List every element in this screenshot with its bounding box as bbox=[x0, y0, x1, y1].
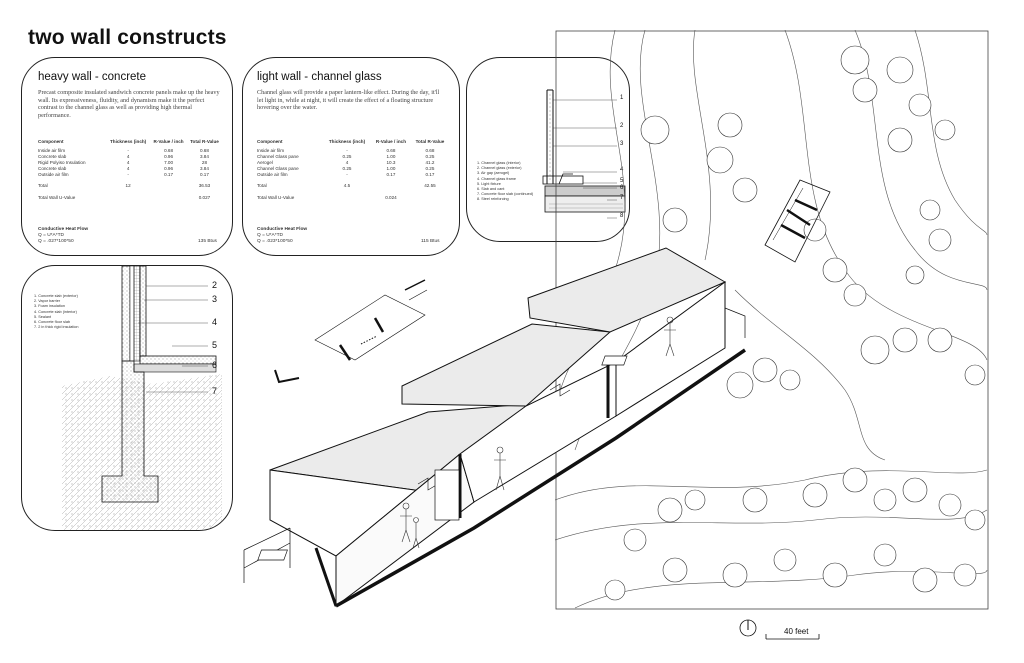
total-label: Total bbox=[38, 183, 48, 189]
table-cell: 1.00 bbox=[386, 166, 396, 172]
legend-item: 3. Foam insulation bbox=[34, 304, 66, 309]
column-header: Thickness (inch) bbox=[109, 139, 147, 144]
table-cell: Outside air film bbox=[38, 172, 69, 178]
legend-item: 3. Air gap (aerogel) bbox=[477, 171, 510, 176]
u-value-row bbox=[257, 190, 449, 201]
light-wall-heading: light wall - channel glass bbox=[257, 71, 382, 83]
callout-number: 5 bbox=[212, 340, 218, 350]
u-value: 0.024 bbox=[385, 194, 397, 200]
light-wall-card bbox=[242, 57, 460, 256]
heavy-wall-card bbox=[21, 57, 233, 256]
table-cell: - bbox=[127, 148, 129, 153]
legend-item: 4. Channel glass frame bbox=[477, 176, 517, 181]
table-cell: 4 bbox=[126, 154, 130, 160]
table-cell: Channel Glass pane bbox=[257, 154, 299, 160]
table-cell: 0.25 bbox=[425, 166, 435, 172]
legend-item: 7. 2 in thick rigid insulation bbox=[34, 325, 79, 330]
legend-item: 6. Slab and cant bbox=[477, 187, 505, 192]
table-header-row bbox=[257, 139, 449, 148]
heat-flow-equation: Q = .023*100*50 bbox=[257, 239, 293, 245]
callout-number: 2 bbox=[212, 280, 218, 290]
total-thickness: 4.5 bbox=[343, 183, 351, 189]
table-cell: Rigid Polyiso Insulation bbox=[38, 160, 86, 166]
table-cell: 7.00 bbox=[164, 160, 174, 166]
scale-label: 40 feet bbox=[784, 627, 809, 636]
light-wall-table bbox=[257, 139, 449, 201]
heat-flow-result: 115 Btus bbox=[421, 239, 440, 244]
concrete-detail-legend bbox=[34, 294, 79, 330]
table-cell: 0.17 bbox=[164, 172, 174, 178]
table-cell: 0.17 bbox=[199, 172, 209, 178]
callout-number: 3 bbox=[212, 294, 218, 304]
table-cell: Aerogel bbox=[257, 160, 273, 166]
table-cell: 0.68 bbox=[199, 148, 209, 153]
table-cell: 0.17 bbox=[386, 172, 396, 178]
u-value: 0.027 bbox=[198, 194, 211, 200]
table-cell: Concrete slab bbox=[38, 154, 67, 160]
legend-item: 2. Channel glass (exterior) bbox=[477, 166, 522, 171]
column-header: Component bbox=[38, 139, 64, 144]
concrete-detail-card bbox=[21, 265, 233, 531]
table-cell: 10.3 bbox=[386, 160, 396, 166]
table-cell: 28 bbox=[201, 160, 208, 166]
table-cell: 0.68 bbox=[164, 148, 174, 153]
heavy-wall-heading: heavy wall - concrete bbox=[38, 71, 147, 83]
callout-number: 7 bbox=[620, 195, 624, 201]
heat-flow-result: 135 Btus bbox=[198, 239, 217, 244]
table-cell: 3.84 bbox=[199, 166, 209, 172]
legend-item: 8. Steel reinforcing bbox=[477, 197, 509, 202]
total-row bbox=[257, 178, 449, 189]
table-cell: 3.84 bbox=[199, 154, 209, 160]
heavy-wall-intro: Precast composite insulated sandwich concrete panels make up the heavy wall. Its expressiveness, fluidity, and dynamism make it the perfect contrast to the channel glass as well as providing high thermal performance. bbox=[38, 89, 220, 119]
column-header: Total R-Value bbox=[415, 139, 445, 144]
total-thickness: 12 bbox=[125, 183, 131, 189]
total-r-value: 42.55 bbox=[424, 183, 436, 189]
table-cell: - bbox=[127, 172, 129, 178]
total-label: Total bbox=[257, 183, 267, 189]
legend-item: 5. Light fixture bbox=[477, 181, 501, 186]
total-row bbox=[38, 178, 222, 189]
heat-flow-equation: Q = U*A*TD bbox=[38, 233, 64, 239]
table-cell: 0.17 bbox=[425, 172, 435, 178]
table-cell: - bbox=[346, 172, 348, 178]
table-cell: 0.96 bbox=[164, 154, 174, 160]
callout-number: 6 bbox=[620, 185, 624, 191]
callout-number: 2 bbox=[620, 123, 624, 129]
table-cell: 0.25 bbox=[342, 166, 352, 172]
legend-item: 1. Concrete slab (exterior) bbox=[34, 294, 78, 298]
heavy-wall-table bbox=[38, 139, 222, 201]
light-wall-intro: Channel glass will provide a paper lantern-like effect. During the day, it'll let light in, while at night, it will create the effect of a floating structure hovering over the water. bbox=[257, 89, 440, 112]
column-header: R-Value / inch bbox=[153, 139, 184, 144]
heat-flow-equation: Q = .027*100*50 bbox=[38, 239, 74, 245]
heat-flow-block bbox=[38, 227, 88, 246]
heat-flow-equation: Q = U*A*TD bbox=[257, 233, 283, 239]
legend-item: 1. Channel glass (interior) bbox=[477, 161, 521, 165]
table-cell: 4 bbox=[126, 160, 130, 166]
table-cell: Inside air film bbox=[38, 148, 66, 153]
u-value-label: Total Wall U-Value bbox=[38, 194, 76, 200]
table-cell: 1.00 bbox=[386, 154, 396, 160]
callout-number: 7 bbox=[212, 386, 218, 396]
callout-number: 6 bbox=[212, 360, 218, 370]
table-cell: Concrete slab bbox=[38, 166, 67, 172]
callout-number: 5 bbox=[620, 178, 624, 184]
column-header: Total R-Value bbox=[190, 139, 219, 144]
callout-number: 4 bbox=[620, 167, 624, 173]
callout-number: 8 bbox=[620, 213, 624, 219]
column-header: R-Value / inch bbox=[375, 139, 406, 144]
heat-flow-title: Conductive Heat Flow bbox=[38, 227, 89, 232]
table-cell: Inside air film bbox=[257, 148, 285, 153]
legend-item: 4. Concrete slab (interior) bbox=[34, 309, 77, 314]
table-cell: 41.2 bbox=[425, 160, 435, 166]
column-header: Component bbox=[257, 139, 283, 144]
callout-number: 3 bbox=[620, 141, 624, 147]
total-r-value: 36.53 bbox=[198, 183, 211, 189]
table-cell: 0.25 bbox=[342, 154, 352, 160]
north-arrow-icon bbox=[738, 618, 758, 638]
table-cell: Outside air film bbox=[257, 172, 288, 178]
table-cell: 0.68 bbox=[386, 148, 396, 153]
page-title: two wall constructs bbox=[28, 26, 227, 49]
legend-item: 5. Sealant bbox=[34, 314, 52, 319]
table-cell: 0.96 bbox=[164, 166, 174, 172]
legend-item: 2. Vapor barrier bbox=[34, 299, 61, 304]
legend-item: 7. Concrete floor slab (continued) bbox=[477, 192, 534, 197]
u-value-label: Total Wall U-Value bbox=[257, 194, 295, 200]
axonometric-section bbox=[230, 238, 750, 628]
table-cell: Channel Glass pane bbox=[257, 166, 299, 172]
callout-number: 4 bbox=[212, 317, 218, 327]
table-cell: 4 bbox=[345, 160, 349, 166]
table-cell: 0.68 bbox=[425, 148, 435, 153]
table-cell: - bbox=[346, 148, 348, 153]
heat-flow-title: Conductive Heat Flow bbox=[257, 227, 308, 232]
column-header: Thickness (inch) bbox=[328, 139, 366, 144]
callout-number: 1 bbox=[620, 95, 624, 101]
table-header-row bbox=[38, 139, 222, 148]
u-value-row bbox=[38, 190, 222, 201]
table-cell: 4 bbox=[126, 166, 130, 172]
glass-detail-legend bbox=[477, 161, 533, 203]
table-cell: 0.25 bbox=[425, 154, 435, 160]
legend-item: 6. Concrete floor slab bbox=[34, 320, 71, 325]
